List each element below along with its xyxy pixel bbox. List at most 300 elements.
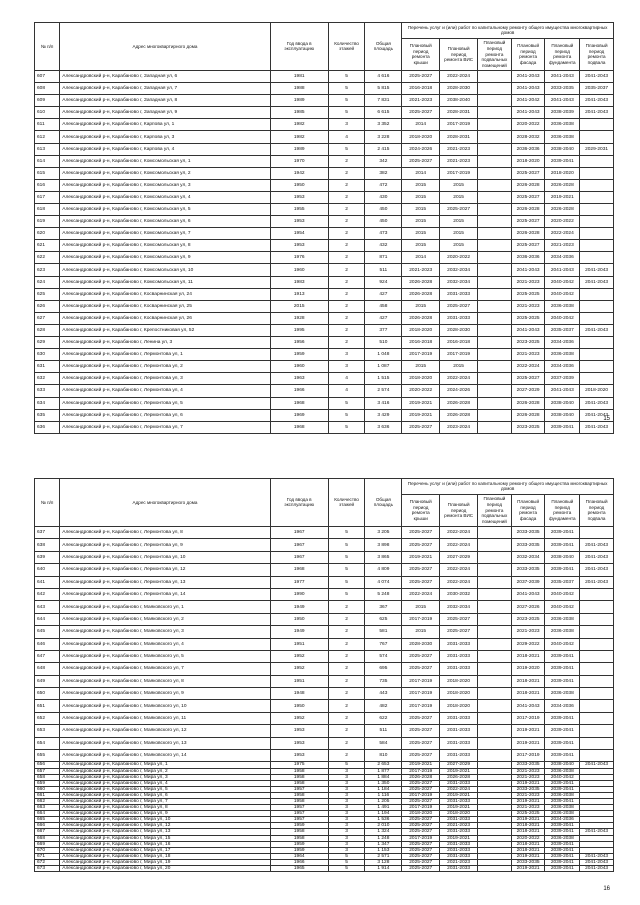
- cell-basement: [478, 421, 512, 433]
- cell-basement: [478, 675, 512, 687]
- cell-roof: 2017-2019: [402, 700, 440, 712]
- cell-foundation: 2036-2038: [545, 119, 580, 131]
- cell-foundation: 2039-2041: [545, 798, 580, 804]
- table-row: [35, 361, 614, 373]
- cell-address: Александровский р-н, Карабаново г, Маяковского ул, 2: [60, 613, 271, 625]
- cell-year: 1956: [270, 337, 328, 349]
- cell-floors: 2: [328, 638, 365, 650]
- cell-vis: 2032-2034: [440, 601, 478, 613]
- cell-vis: 2028-2031: [440, 131, 478, 143]
- cell-lift: [580, 179, 614, 191]
- cell-year: 1949: [270, 601, 328, 613]
- cell-floors: 3: [328, 119, 365, 131]
- table-row: [35, 179, 614, 191]
- cell-facade: 2026-2028: [511, 204, 545, 216]
- table-row: [35, 107, 614, 119]
- table-row: [35, 421, 614, 433]
- cell-no: 653: [35, 725, 60, 737]
- cell-floors: 2: [328, 663, 365, 675]
- cell-no: 646: [35, 638, 60, 650]
- cell-floors: 2: [328, 216, 365, 228]
- cell-no: 621: [35, 240, 60, 252]
- cell-year: 1952: [270, 712, 328, 724]
- header-services: Перечень услуг и (или) работ по капитальному ремонту общего имущества многоквартирных домов: [402, 479, 614, 495]
- cell-area: 1 205: [365, 798, 402, 804]
- cell-roof: 2014: [402, 252, 440, 264]
- cell-year: 1965: [270, 866, 328, 872]
- cell-vis: 2022-2024: [440, 576, 478, 588]
- cell-roof: 2017-2019: [402, 792, 440, 798]
- cell-no: 624: [35, 276, 60, 288]
- cell-area: 1 116: [365, 792, 402, 798]
- cell-year: 1958: [270, 768, 328, 774]
- cell-no: 610: [35, 107, 60, 119]
- cell-roof: 2015: [402, 228, 440, 240]
- cell-facade: 2025-2027: [511, 240, 545, 252]
- cell-year: 1968: [270, 564, 328, 576]
- cell-vis: 2028-2031: [440, 107, 478, 119]
- cell-no: 631: [35, 361, 60, 373]
- cell-basement: [478, 216, 512, 228]
- cell-no: 652: [35, 712, 60, 724]
- page-number: 16: [603, 886, 610, 892]
- cell-floors: 3: [328, 817, 365, 823]
- cell-lift: 2041-2043: [580, 829, 614, 835]
- cell-foundation: 2039-2041: [545, 866, 580, 872]
- cell-floors: 2: [328, 650, 365, 662]
- cell-address: Александровский р-н, Карабаново г, Мира ул, 2: [60, 768, 271, 774]
- table-row: [35, 264, 614, 276]
- cell-foundation: 2039-2041: [545, 663, 580, 675]
- cell-no: 659: [35, 780, 60, 786]
- header-floors: Количество этажей: [328, 479, 365, 527]
- cell-basement: [478, 349, 512, 361]
- cell-roof: 2015: [402, 179, 440, 191]
- cell-area: 458: [365, 300, 402, 312]
- cell-foundation: 2040-2042: [545, 588, 580, 600]
- cell-floors: 5: [328, 95, 365, 107]
- cell-foundation: 2036-2038: [545, 626, 580, 638]
- cell-address: Александровский р-н, Карабаново г, Карпова ул, 3: [60, 131, 271, 143]
- cell-vis: 2017-2019: [440, 349, 478, 361]
- cell-facade: 2041-2043: [511, 70, 545, 82]
- cell-lift: [580, 526, 614, 538]
- cell-area: 2 653: [365, 762, 402, 768]
- cell-no: 647: [35, 650, 60, 662]
- table-row: [35, 663, 614, 675]
- cell-lift: [580, 373, 614, 385]
- cell-area: 1 153: [365, 847, 402, 853]
- table-row: [35, 688, 614, 700]
- cell-floors: 3: [328, 841, 365, 847]
- cell-basement: [478, 288, 512, 300]
- cell-basement: [478, 107, 512, 119]
- cell-area: 3 128: [365, 859, 402, 865]
- cell-vis: 2015: [440, 240, 478, 252]
- table-row: [35, 131, 614, 143]
- cell-area: 1 184: [365, 786, 402, 792]
- cell-foundation: 2034-2036: [545, 361, 580, 373]
- cell-address: Александровский р-н, Карабаново г, Западная ул, 8: [60, 95, 271, 107]
- cell-lift: 2041-2043: [580, 866, 614, 872]
- cell-vis: 2031-2033: [440, 817, 478, 823]
- cell-roof: 2018-2020: [402, 373, 440, 385]
- cell-facade: 2041-2043: [511, 324, 545, 336]
- cell-lift: [580, 737, 614, 749]
- cell-roof: 2019-2021: [402, 551, 440, 563]
- table-row: [35, 712, 614, 724]
- cell-year: 1958: [270, 835, 328, 841]
- cell-vis: 2018-2020: [440, 675, 478, 687]
- cell-vis: 2031-2033: [440, 737, 478, 749]
- table-row: [35, 349, 614, 361]
- table-row: [35, 228, 614, 240]
- cell-area: 767: [365, 638, 402, 650]
- header-vis: Плановый период ремонта ВИС: [440, 494, 478, 526]
- cell-foundation: 2020-2022: [545, 216, 580, 228]
- cell-vis: 2019-2021: [440, 792, 478, 798]
- cell-area: 1 515: [365, 373, 402, 385]
- cell-no: 634: [35, 397, 60, 409]
- cell-basement: [478, 688, 512, 700]
- cell-year: 1977: [270, 576, 328, 588]
- cell-facade: 2021-2023: [511, 276, 545, 288]
- cell-facade: 2025-2025: [511, 811, 545, 817]
- cell-lift: [580, 119, 614, 131]
- cell-address: Александровский р-н, Карабаново г, Карпова ул, 1: [60, 119, 271, 131]
- cell-lift: 2041-2043: [580, 397, 614, 409]
- cell-floors: 2: [328, 191, 365, 203]
- cell-area: 581: [365, 626, 402, 638]
- cell-facade: 2025-2025: [511, 312, 545, 324]
- cell-no: 644: [35, 613, 60, 625]
- cell-vis: 2031-2033: [440, 847, 478, 853]
- cell-year: 1982: [270, 131, 328, 143]
- cell-no: 654: [35, 737, 60, 749]
- cell-address: Александровский р-н, Карабаново г, Комсомольская ул, 9: [60, 252, 271, 264]
- cell-basement: [478, 337, 512, 349]
- cell-foundation: 2036-2038: [545, 811, 580, 817]
- header-year: Год ввода в эксплуатацию: [270, 479, 328, 527]
- cell-vis: 2038-2040: [440, 95, 478, 107]
- table-row: [35, 252, 614, 264]
- cell-roof: 2015: [402, 361, 440, 373]
- cell-area: 427: [365, 288, 402, 300]
- cell-floors: 2: [328, 725, 365, 737]
- cell-address: Александровский р-н, Карабаново г, Комсомольская ул, 7: [60, 228, 271, 240]
- cell-address: Александровский р-н, Карабаново г, Лермонтова ул, 8: [60, 526, 271, 538]
- cell-foundation: 2039-2041: [545, 539, 580, 551]
- cell-no: 626: [35, 300, 60, 312]
- table-row: [35, 526, 614, 538]
- cell-foundation: 2019-2021: [545, 191, 580, 203]
- cell-floors: 5: [328, 397, 365, 409]
- header-foundation: Плановый период ремонта фундамента: [545, 494, 580, 526]
- cell-floors: 5: [328, 588, 365, 600]
- cell-no: 672: [35, 859, 60, 865]
- cell-year: 1959: [270, 823, 328, 829]
- cell-roof: 2026-2028: [402, 276, 440, 288]
- cell-foundation: 2039-2041: [545, 564, 580, 576]
- cell-area: 2 571: [365, 853, 402, 859]
- cell-roof: 2025-2027: [402, 421, 440, 433]
- cell-address: Александровский р-н, Карабаново г, Лермонтова ул, 13: [60, 576, 271, 588]
- cell-floors: 4: [328, 385, 365, 397]
- table-row: [35, 613, 614, 625]
- cell-area: 1 048: [365, 349, 402, 361]
- cell-vis: 2031-2033: [440, 638, 478, 650]
- cell-no: 620: [35, 228, 60, 240]
- cell-foundation: 2039-2041: [545, 853, 580, 859]
- table-row: [35, 588, 614, 600]
- header-facade: Плановый период ремонта фасада: [511, 494, 545, 526]
- cell-year: 1957: [270, 811, 328, 817]
- cell-facade: 2021-2023: [511, 805, 545, 811]
- cell-foundation: 2038-2040: [545, 397, 580, 409]
- cell-facade: 2032-2034: [511, 551, 545, 563]
- cell-vis: 2024-2026: [440, 385, 478, 397]
- cell-no: 637: [35, 526, 60, 538]
- cell-address: Александровский р-н, Карабаново г, Комсомольская ул, 4: [60, 191, 271, 203]
- cell-facade: 2019-2021: [511, 853, 545, 859]
- cell-lift: [580, 131, 614, 143]
- cell-lift: 2041-2043: [580, 762, 614, 768]
- cell-year: 1953: [270, 750, 328, 762]
- cell-floors: 3: [328, 811, 365, 817]
- cell-facade: 2025-2027: [511, 167, 545, 179]
- cell-lift: [580, 337, 614, 349]
- cell-floors: 2: [328, 626, 365, 638]
- cell-address: Александровский р-н, Карабаново г, Маяковского ул, 1: [60, 601, 271, 613]
- cell-facade: 2025-2027: [511, 216, 545, 228]
- cell-lift: [580, 349, 614, 361]
- cell-roof: 2017-2019: [402, 835, 440, 841]
- cell-year: 1967: [270, 526, 328, 538]
- cell-floors: 2: [328, 252, 365, 264]
- cell-address: Александровский р-н, Карабаново г, Комсомольская ул, 3: [60, 179, 271, 191]
- cell-address: Александровский р-н, Карабаново г, Косварнинская ул, 26: [60, 312, 271, 324]
- cell-foundation: 2039-2041: [545, 847, 580, 853]
- cell-lift: 2041-2043: [580, 551, 614, 563]
- cell-address: Александровский р-н, Карабаново г, Мира ул, 13: [60, 829, 271, 835]
- table-row: [35, 119, 614, 131]
- cell-vis: 2027-2029: [440, 551, 478, 563]
- cell-address: Александровский р-н, Карабаново г, Комсомольская ул, 1: [60, 155, 271, 167]
- cell-roof: 2015: [402, 191, 440, 203]
- cell-no: 627: [35, 312, 60, 324]
- cell-facade: 2033-2035: [511, 786, 545, 792]
- cell-roof: 2025-2027: [402, 798, 440, 804]
- cell-lift: [580, 626, 614, 638]
- cell-facade: 2033-2035: [511, 564, 545, 576]
- table-row: [35, 385, 614, 397]
- cell-foundation: 2039-2041: [545, 859, 580, 865]
- cell-floors: 2: [328, 750, 365, 762]
- cell-area: 3 205: [365, 526, 402, 538]
- cell-area: 3 636: [365, 421, 402, 433]
- cell-year: 1960: [270, 264, 328, 276]
- table-row: [35, 240, 614, 252]
- cell-no: 673: [35, 866, 60, 872]
- cell-year: 1985: [270, 107, 328, 119]
- cell-area: 342: [365, 155, 402, 167]
- cell-roof: 2025-2027: [402, 780, 440, 786]
- cell-address: Александровский р-н, Карабаново г, Мира ул, 1: [60, 762, 271, 768]
- cell-address: Александровский р-н, Карабаново г, Маяковского ул, 12: [60, 725, 271, 737]
- cell-no: 671: [35, 853, 60, 859]
- cell-floors: 2: [328, 300, 365, 312]
- cell-lift: [580, 675, 614, 687]
- cell-year: 1959: [270, 841, 328, 847]
- cell-vis: 2031-2033: [440, 866, 478, 872]
- cell-lift: 2035-2037: [580, 83, 614, 95]
- cell-address: Александровский р-н, Карабаново г, Маяковского ул, 13: [60, 737, 271, 749]
- cell-no: 663: [35, 805, 60, 811]
- cell-address: Александровский р-н, Карабаново г, Комсомольская ул, 10: [60, 264, 271, 276]
- cell-roof: 2017-2019: [402, 688, 440, 700]
- cell-floors: 2: [328, 288, 365, 300]
- cell-basement: [478, 564, 512, 576]
- cell-floors: 2: [328, 167, 365, 179]
- cell-vis: 2031-2033: [440, 829, 478, 835]
- cell-roof: 2018-2020: [402, 131, 440, 143]
- cell-foundation: 2040-2042: [545, 288, 580, 300]
- cell-roof: 2026-2028: [402, 312, 440, 324]
- cell-vis: 2031-2033: [440, 750, 478, 762]
- table-row: [35, 750, 614, 762]
- cell-foundation: 2022-2024: [545, 228, 580, 240]
- cell-roof: 2017-2019: [402, 768, 440, 774]
- cell-facade: 2018-2021: [511, 688, 545, 700]
- cell-address: Александровский р-н, Карабаново г, Лермонтова ул, 6: [60, 409, 271, 421]
- cell-facade: 2033-2035: [511, 539, 545, 551]
- cell-foundation: 2038-2040: [545, 409, 580, 421]
- cell-roof: 2026-2028: [402, 774, 440, 780]
- cell-lift: 2041-2043: [580, 324, 614, 336]
- cell-floors: 3: [328, 780, 365, 786]
- cell-area: 377: [365, 324, 402, 336]
- header-facade: Плановый период ремонта фасада: [511, 38, 545, 70]
- cell-vis: 2030-2032: [440, 588, 478, 600]
- cell-floors: 3: [328, 768, 365, 774]
- table-row: [35, 601, 614, 613]
- cell-facade: 2018-2021: [511, 841, 545, 847]
- cell-floors: 5: [328, 83, 365, 95]
- cell-no: 619: [35, 216, 60, 228]
- cell-address: Александровский р-н, Карабаново г, Мира ул, 18: [60, 853, 271, 859]
- cell-basement: [478, 712, 512, 724]
- cell-roof: 2024-2026: [402, 143, 440, 155]
- cell-no: 668: [35, 835, 60, 841]
- cell-roof: 2025-2027: [402, 539, 440, 551]
- cell-roof: 2017-2019: [402, 613, 440, 625]
- cell-vis: 2031-2033: [440, 780, 478, 786]
- cell-roof: 2025-2027: [402, 70, 440, 82]
- cell-address: Александровский р-н, Карабаново г, Маяковского ул, 4: [60, 638, 271, 650]
- repair-schedule-table: [34, 22, 614, 434]
- cell-address: Александровский р-н, Карабаново г, Западная ул, 7: [60, 83, 271, 95]
- cell-floors: 3: [328, 798, 365, 804]
- cell-no: 609: [35, 95, 60, 107]
- cell-basement: [478, 70, 512, 82]
- table-row: [35, 276, 614, 288]
- cell-area: 1 248: [365, 835, 402, 841]
- cell-no: 656: [35, 762, 60, 768]
- cell-area: 511: [365, 725, 402, 737]
- cell-roof: 2025-2027: [402, 737, 440, 749]
- cell-vis: 2031-2033: [440, 288, 478, 300]
- cell-foundation: 2034-2036: [545, 252, 580, 264]
- cell-year: 1969: [270, 409, 328, 421]
- cell-year: 1958: [270, 798, 328, 804]
- table-row: [35, 866, 614, 872]
- cell-basement: [478, 601, 512, 613]
- cell-basement: [478, 264, 512, 276]
- cell-lift: [580, 650, 614, 662]
- cell-area: 3 429: [365, 409, 402, 421]
- cell-floors: 2: [328, 312, 365, 324]
- cell-facade: 2026-2028: [511, 179, 545, 191]
- table-row: [35, 337, 614, 349]
- cell-basement: [478, 204, 512, 216]
- cell-year: 1913: [270, 288, 328, 300]
- cell-roof: 2021-2023: [402, 95, 440, 107]
- cell-no: 623: [35, 264, 60, 276]
- table-row: [35, 70, 614, 82]
- cell-no: 650: [35, 688, 60, 700]
- cell-address: Александровский р-н, Карабаново г, Лермонтова ул, 12: [60, 564, 271, 576]
- cell-roof: 2016-2018: [402, 337, 440, 349]
- cell-vis: 2026-2028: [440, 397, 478, 409]
- cell-year: 1982: [270, 119, 328, 131]
- header-address: Адрес многоквартирного дома: [60, 23, 271, 71]
- cell-foundation: 2036-2038: [545, 805, 580, 811]
- header-foundation: Плановый период ремонта фундамента: [545, 38, 580, 70]
- cell-vis: 2028-2030: [440, 83, 478, 95]
- cell-foundation: 2039-2041: [545, 675, 580, 687]
- table-row: [35, 216, 614, 228]
- cell-floors: 2: [328, 204, 365, 216]
- table-row: [35, 539, 614, 551]
- cell-area: 622: [365, 712, 402, 724]
- cell-year: 1954: [270, 228, 328, 240]
- cell-basement: [478, 361, 512, 373]
- cell-basement: [478, 700, 512, 712]
- cell-foundation: 2041-2043: [545, 385, 580, 397]
- cell-vis: 2026-2028: [440, 409, 478, 421]
- cell-area: 432: [365, 240, 402, 252]
- cell-floors: 5: [328, 421, 365, 433]
- cell-area: 472: [365, 179, 402, 191]
- cell-year: 1966: [270, 859, 328, 865]
- cell-floors: 4: [328, 131, 365, 143]
- cell-foundation: 2038-2040: [545, 551, 580, 563]
- cell-year: 1952: [270, 663, 328, 675]
- cell-roof: 2025-2027: [402, 526, 440, 538]
- cell-facade: 2019-2021: [511, 798, 545, 804]
- cell-facade: 2041-2043: [511, 83, 545, 95]
- cell-basement: [478, 276, 512, 288]
- cell-roof: 2014: [402, 119, 440, 131]
- cell-foundation: 2034-2036: [545, 337, 580, 349]
- cell-foundation: 2039-2041: [545, 786, 580, 792]
- cell-no: 649: [35, 675, 60, 687]
- cell-area: 510: [365, 337, 402, 349]
- repair-schedule-table: [34, 478, 614, 872]
- cell-roof: 2015: [402, 300, 440, 312]
- cell-address: Александровский р-н, Карабаново г, Мира ул, 20: [60, 866, 271, 872]
- cell-basement: [478, 373, 512, 385]
